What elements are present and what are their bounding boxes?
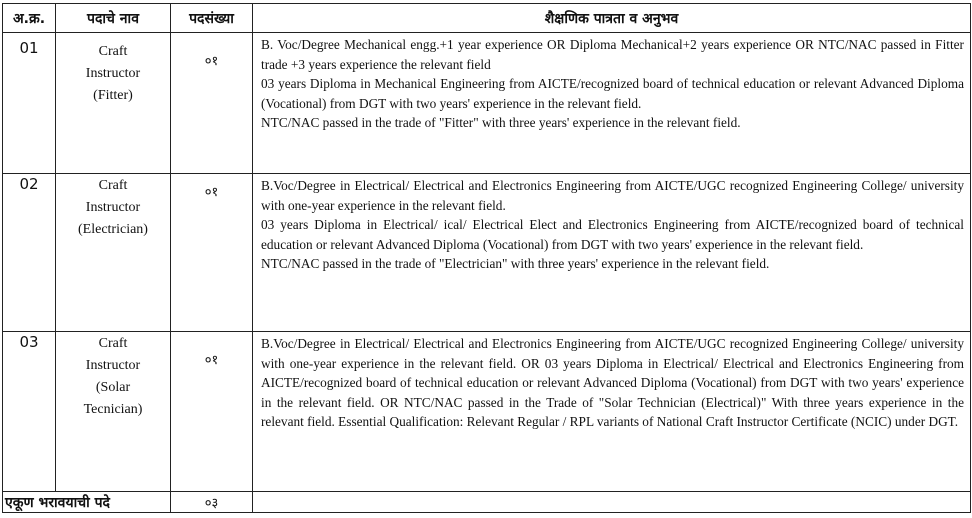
post-name-line: (Fitter) — [93, 88, 133, 103]
post-name-line: (Electrician) — [78, 222, 148, 237]
header-qualification: शैक्षणिक पात्रता व अनुभव — [253, 4, 971, 33]
post-name-line: Craft — [98, 336, 128, 351]
total-label: एकूण भरावयाची पदे — [3, 492, 171, 513]
vacancy-table — [2, 3, 971, 513]
post-name-line: Instructor — [85, 66, 141, 81]
total-empty-cell — [253, 492, 971, 513]
qualification-paragraph: B.Voc/Degree in Electrical/ Electrical and Electronics Engineering from AICTE/UGC recognized Engineering College/ university with one-year experience in the relevant field. — [261, 178, 964, 213]
row-post-name — [56, 332, 171, 492]
header-post-count: पदसंख्या — [171, 4, 253, 33]
row-sr-no: 03 — [3, 332, 56, 492]
total-row — [3, 492, 971, 513]
row-qualification — [253, 332, 971, 492]
row-qualification — [253, 33, 971, 174]
table-row — [3, 332, 971, 492]
header-row — [3, 4, 971, 33]
row-post-name — [56, 174, 171, 332]
header-post-name: पदाचे नाव — [56, 4, 171, 33]
row-post-count: ०१ — [171, 174, 253, 332]
table-row — [3, 174, 971, 332]
post-name-line: Tecnician) — [83, 402, 143, 417]
row-post-count: ०१ — [171, 332, 253, 492]
row-qualification — [253, 174, 971, 332]
row-sr-no: 01 — [3, 33, 56, 174]
post-name-line: Instructor — [85, 358, 141, 373]
row-sr-no: 02 — [3, 174, 56, 332]
qualification-paragraph: B. Voc/Degree Mechanical engg.+1 year experience OR Diploma Mechanical+2 years experience OR NTC/NAC passed in Fitter trade +3 years experience the relevant field — [261, 37, 964, 72]
header-sr-no: अ.क्र. — [3, 4, 56, 33]
post-name-line: (Solar — [95, 380, 131, 395]
post-name-line: Craft — [98, 178, 128, 193]
total-count: ०३ — [171, 492, 253, 513]
qualification-paragraph: 03 years Diploma in Electrical/ ical/ Electrical Elect and Electronics Engineering from AICTE/recognized board of technical education or relevant Advanced Diploma (Vocational) from DGT with two years' experience in the relevant field. — [261, 217, 964, 252]
qualification-paragraph: 03 years Diploma in Mechanical Engineering from AICTE/recognized board of technical education or relevant Advanced Diploma (Vocational) from DGT with two years' experience in the relevant field. — [261, 76, 964, 111]
table-row — [3, 33, 971, 174]
qualification-paragraph: NTC/NAC passed in the trade of "Electrician" with three years' experience in the relevant field. — [261, 256, 770, 272]
row-post-name — [56, 33, 171, 174]
qualification-paragraph: NTC/NAC passed in the trade of "Fitter" with three years' experience in the relevant field. — [261, 115, 741, 131]
row-post-count: ०१ — [171, 33, 253, 174]
post-name-line: Instructor — [85, 200, 141, 215]
post-name-line: Craft — [98, 44, 128, 59]
qualification-paragraph: B.Voc/Degree in Electrical/ Electrical and Electronics Engineering from AICTE/UGC recognized Engineering College/ university with one-year experience in the relevant field. OR 03 years Diploma in Electrical/ Electrical and Electronics Engineering from AICTE/recognized board of technical education or relevant Advanced Diploma (Vocational) from DGT with two years' experience in the relevant field. OR NTC/NAC passed in the Trade of "Solar Technician (Electrical)" With three years experience in the relevant field. Essential Qualification: Relevant Regular / RPL variants of National Craft Instructor Certificate (NCIC) under DGT. — [261, 336, 964, 430]
